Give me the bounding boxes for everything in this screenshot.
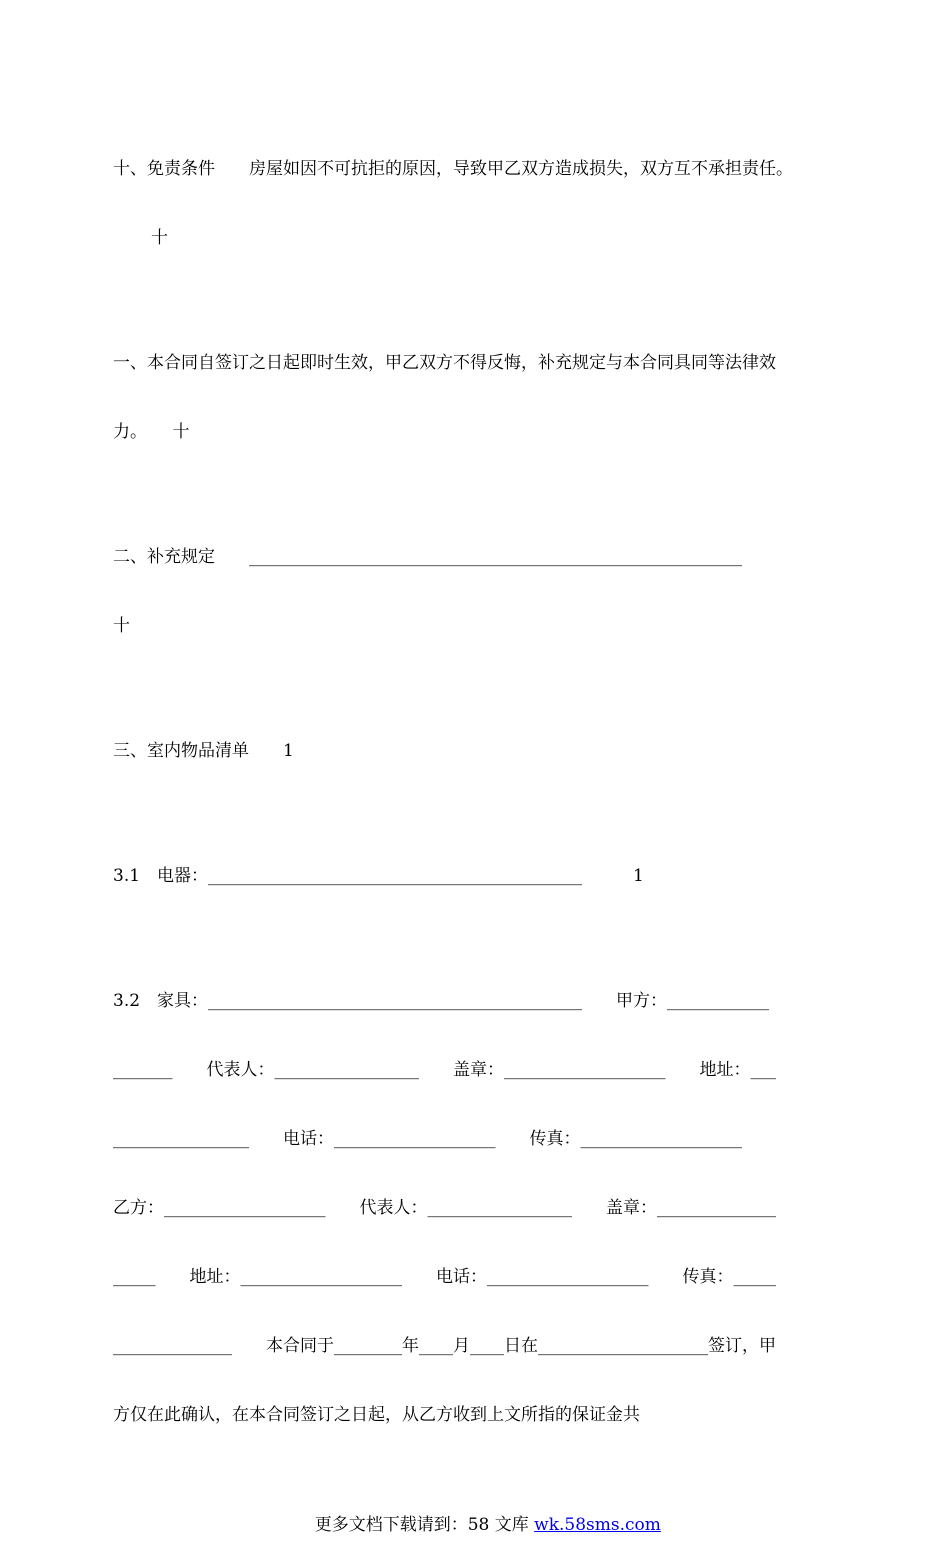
clause-11-line-1: 一、本合同自签订之日起即时生效，甲乙双方不得反悔，补充规定与本合同具同等法律效 <box>113 353 776 373</box>
signature-line: 乙方：___________________ 代表人：_________________ 盖章：______________ <box>113 1198 776 1218</box>
clause-13-1-line-1: 3.1 电器：____________________________________________ 1 <box>113 866 644 886</box>
clause-10-exemption <box>113 112 841 296</box>
signature-line: _____ 地址：___________________ 电话：___________________ 传真：_____ <box>113 1267 776 1287</box>
footer-link[interactable]: wk.58sms.com <box>534 1515 661 1535</box>
document-page <box>113 112 841 1560</box>
signature-line: ______________ 本合同于________年____月____日在____________________签订，甲 <box>113 1336 776 1356</box>
signature-line: 3.2 家具：____________________________________________ 甲方：____________ <box>113 991 770 1011</box>
clause-13-inventory <box>113 694 841 809</box>
clause-11-line-2: 力。 十 <box>113 422 190 442</box>
clause-10-line-2: 十 <box>151 228 168 248</box>
clause-13-2-furniture-signatures <box>113 944 841 1473</box>
clause-10-line-1: 十、免责条件 房屋如因不可抗拒的原因，导致甲乙双方造成损失，双方互不承担责任。 <box>113 159 793 179</box>
footer-text: 更多文档下载请到：58 文库 <box>314 1515 535 1535</box>
clause-13-1-appliances <box>113 819 841 934</box>
signature-line: ________________ 电话：___________________ 传真：___________________ <box>113 1129 742 1149</box>
signature-line: 方仅在此确认，在本合同签订之日起，从乙方收到上文所指的保证金共 <box>113 1405 640 1425</box>
clause-12-line-1: 二、补充规定 __________________________________________________________ <box>113 547 742 567</box>
clause-11-effective <box>113 306 841 490</box>
clause-13-line-1: 三、室内物品清单 1 <box>113 741 294 761</box>
download-footer <box>113 1491 841 1560</box>
clause-12-supplement <box>113 500 841 684</box>
signature-line: _______ 代表人：_________________ 盖章：___________________ 地址：___ <box>113 1060 776 1080</box>
clause-12-line-2: 十 <box>113 616 130 636</box>
